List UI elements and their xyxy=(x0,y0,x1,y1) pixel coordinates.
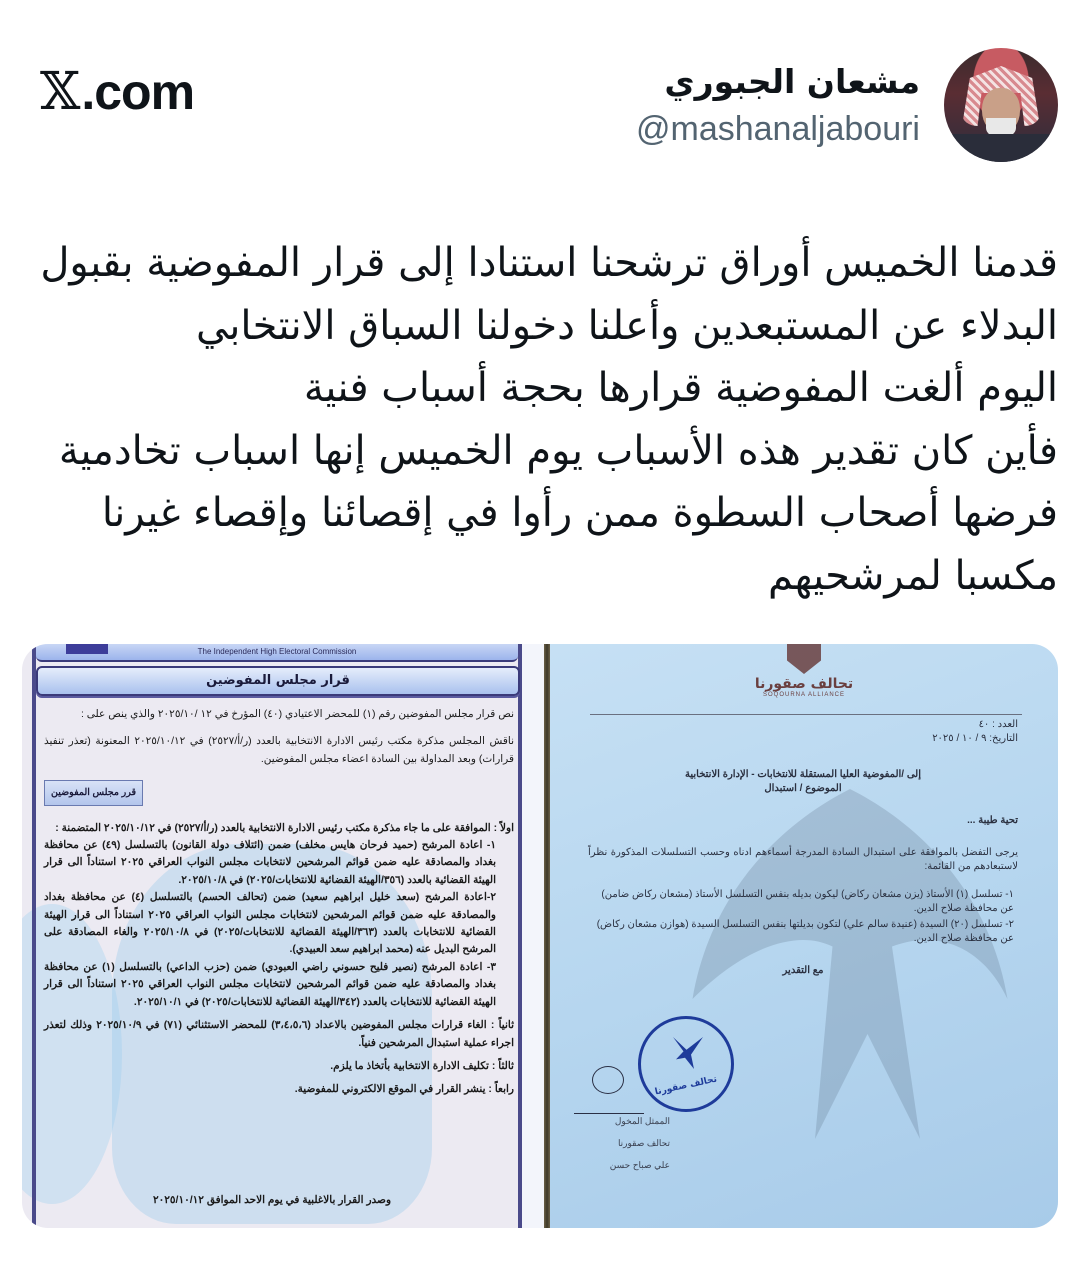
clause-item: ٢-اعادة المرشح (سعد خليل ابراهيم سعيد) ضمن (تحالف الحسم) بالتسلسل (٤) عن محافظة بغداد والمصادقة عليه ضمن قوائم المرشحين لانتخابات مجلس النواب العراقي ٢٠٢٥ استناداً الى قرار الهيئة القضائية للانتخابات بالعدد (٣٦٣/الهيئة القضائية للانتخابات/٢٠٢٥) في ٢٠٢٥/١٠/٨ والغاء المصادقة على المرشح البديل عنه (محمد ابراهيم سعد العبيدي). xyxy=(44,891,497,956)
site-brand xyxy=(40,62,194,122)
clause-first: اولاً : الموافقة على ما جاء مذكرة مكتب رئيس الادارة الانتخابية بالعدد (ر/أ/٢٥٢٧) في ٢٠٢٥/١٠/١٢ المتضمنة : xyxy=(55,821,514,834)
letter-recipient xyxy=(588,768,1018,796)
tweet-line: قدمنا الخميس أوراق ترشحنا استنادا إلى قرار المفوضية بقبول xyxy=(40,240,1058,286)
tweet-line: مكسبا لمرشحيهم xyxy=(767,552,1058,599)
tweet-media[interactable] xyxy=(22,644,1058,1228)
iec-header-bar xyxy=(36,644,518,662)
brand-suffix: .com xyxy=(81,64,195,120)
clause-item: ٣- اعادة المرشح (نصير فليح حسوني راضي العبودي) ضمن (حزب الداعي) بالتسلسل (١) عن محافظة بغداد والمصادقة عليه ضمن قوائم المرشحين لانتخابات مجلس النواب العراقي ٢٠٢٥ استناداً الى قرار الهيئة القضائية للانتخابات بالعدد (٣٤٢/الهيئة القضائية للانتخابات/٢٠٢٥) في ٢٠٢٥/١٠/١. xyxy=(44,960,496,1008)
signer-name: علي صباح حسن xyxy=(609,1160,670,1170)
document-title: قرار مجلس المفوضين xyxy=(36,666,520,696)
iec-name-en: The Independent High Electoral Commission xyxy=(197,647,357,656)
letter-date: التاريخ: ٩ / ١٠ / ٢٠٢٥ xyxy=(932,733,1018,744)
author-name[interactable]: مشعان الجبوري xyxy=(664,62,920,101)
frame-border xyxy=(32,644,36,1228)
org-name-en: SOQOURNA ALLIANCE xyxy=(762,692,846,698)
letter-body xyxy=(588,718,1018,978)
tweet-line: فأين كان تقدير هذه الأسباب يوم الخميس إنها اسباب تخادمية xyxy=(58,427,1058,474)
document-body xyxy=(44,706,514,1099)
tweet-line: فرضها أصحاب السطوة ممن رأوا في إقصائنا وإقصاء غيرنا xyxy=(101,490,1058,536)
avatar[interactable] xyxy=(944,48,1058,162)
replacement-item: ١- تسلسل (١) الأستاذ (يزن مشعان ركاض) ليكون بديله بنفس التسلسل الأستاذ (مشعان ركاض ضامن) عن محافظة صلاح الدين. xyxy=(601,889,1014,914)
discussion-text: ناقش المجلس مذكرة مكتب رئيس الادارة الانتخابية بالعدد (ر/أ/٢٥٢٧) في ٢٠٢٥/١٠/١٢ المعنونة (تعذر تنفيذ قرارات) وبعد المداولة بين السادة اعضاء مجلس المفوضين. xyxy=(44,735,514,765)
clause-second: ثانياً : الغاء قرارات مجلس المفوضين بالاعداد (٣،٤،٥،٦) للمحضر الاستثنائي (٧١) في ٢٠٢٥/١٠/٩ وذلك لتعذر اجراء عملية استبدال المرشحين فنياً. xyxy=(44,1019,514,1049)
letter-number: العدد : ٤٠ xyxy=(978,719,1018,730)
avatar-coat xyxy=(944,134,1058,162)
official-seal xyxy=(638,1016,734,1112)
tweet-line: اليوم ألغت المفوضية قرارها بحجة أسباب فنية xyxy=(303,365,1058,411)
decided-label: قرر مجلس المفوضين xyxy=(44,780,143,805)
tweet-line: البدلاء عن المستبعدين وأعلنا دخولنا السباق الانتخابي xyxy=(195,302,1058,349)
falcon-icon xyxy=(673,1037,703,1069)
signer-title: الممثل المخول xyxy=(614,1116,670,1126)
x-logo-icon: 𝕏 xyxy=(40,62,80,122)
iec-decision-document[interactable] xyxy=(22,644,522,1228)
replacement-item: ٢- تسلسل (٢٠) السيدة (عنيدة سالم علي) لتكون بديلتها بنفس التسلسل السيدة (هوازن مشعان ركاض) عن محافظة صلاح الدين. xyxy=(596,919,1014,944)
decision-footer: وصدر القرار بالاغلبية في يوم الاحد الموافق ٢٠٢٥/١٠/١٢ xyxy=(152,1194,392,1206)
request-text: يرجى التفضل بالموافقة على استبدال السادة المدرجة أسماءهم ادناه وحسب التسلسلات المذكورة نظراً لاستبعادهم من القائمة: xyxy=(588,847,1018,872)
tweet-text xyxy=(18,232,1058,607)
recipient-line: إلى /المفوضية العليا المستقلة للانتخابات - الإدارة الانتخابية xyxy=(684,769,921,780)
letter-meta xyxy=(588,718,1018,746)
soqourna-logo xyxy=(550,644,1058,698)
subject-line: الموضوع / استبدال xyxy=(764,783,842,794)
soqourna-letter[interactable] xyxy=(550,644,1058,1228)
author-handle[interactable]: @mashanaljabouri xyxy=(635,110,920,148)
author-block[interactable] xyxy=(636,60,920,152)
clause-fourth: رابعاً : ينشر القرار في الموقع الالكتروني للمفوضية. xyxy=(294,1083,514,1096)
clause-item: ١- اعادة المرشح (حميد فرحان هايس مخلف) ضمن (ائتلاف دولة القانون) بالتسلسل (٤٩) عن محافظة بغداد والمصادقة عليه ضمن قوائم المرشحين لانتخابات مجلس النواب العراقي ٢٠٢٥ استناداً الى قرار الهيئة القضائية بالعدد (٣٥٦/الهيئة القضائية للانتخابات/٢٠٢٥) في ٢٠٢٥/١٠/٨. xyxy=(44,839,497,886)
signer-org: تحالف صقورنا xyxy=(617,1138,670,1148)
clause-third: ثالثاً : تكليف الادارة الانتخابية بأتخاذ ما يلزم. xyxy=(330,1059,514,1072)
signer-block xyxy=(590,1110,670,1176)
greeting: تحية طيبة ... xyxy=(967,815,1018,826)
signature-icon xyxy=(574,1064,644,1114)
intro-text: نص قرار مجلس المفوضين رقم (١) للمحضر الاعتيادي (٤٠) المؤرخ في ١٢ /٢٠٢٥/١٠ والذي ينص على : xyxy=(80,708,514,720)
org-name-ar: تحالف صقورنا xyxy=(754,676,854,692)
falcon-shield-icon xyxy=(787,644,821,674)
seal-text: تحالف صقورنا xyxy=(654,1074,718,1098)
closing: مع التقدير xyxy=(782,965,824,976)
header-divider xyxy=(590,714,1022,715)
image-gap xyxy=(522,644,544,1228)
